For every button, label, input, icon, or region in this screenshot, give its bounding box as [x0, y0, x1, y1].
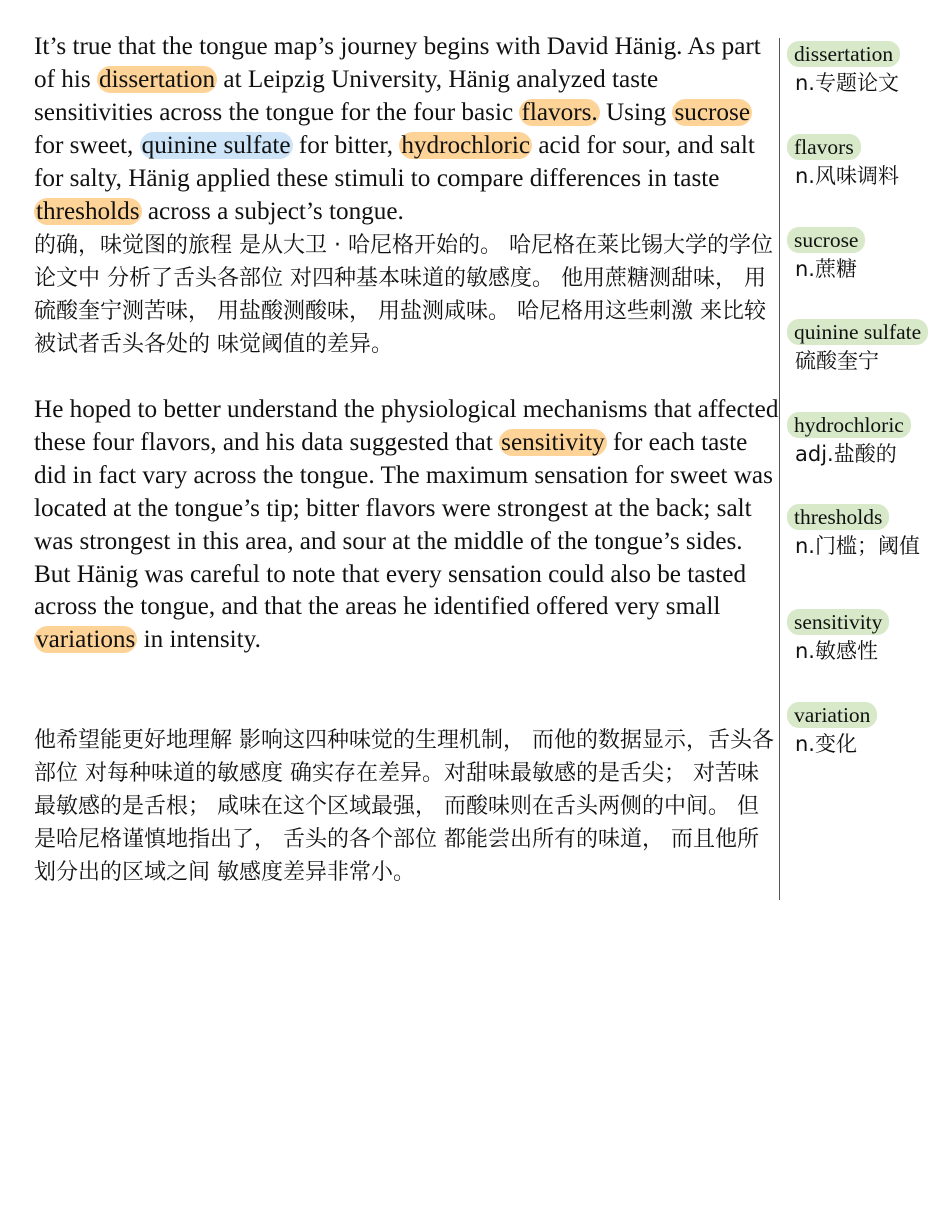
glossary-entry-variation	[787, 702, 950, 760]
glossary-entry-flavors	[787, 134, 950, 192]
highlight-sensitivity[interactable]: sensitivity	[501, 428, 605, 456]
glossary-definition: n.专题论文	[795, 71, 899, 95]
glossary-entry-sucrose	[787, 227, 950, 285]
glossary-term[interactable]: sensitivity	[787, 609, 889, 635]
highlight-hydrochloric[interactable]: hydrochloric	[401, 131, 531, 159]
glossary-definition: n.变化	[795, 732, 857, 756]
glossary-entry-dissertation	[787, 41, 950, 99]
glossary-entry-quinine-sulfate	[787, 319, 950, 377]
highlight-quinine-sulfate[interactable]: quinine sulfate	[141, 131, 291, 159]
text: He hoped to better understand the physiological mechanisms that affected these four flavors, and his data suggested that	[34, 396, 779, 456]
chinese-paragraph-2: 他希望能更好地理解 影响这四种味觉的生理机制， 而他的数据显示，舌头各部位 对每种味道的敏感度 确实存在差异。对甜味最敏感的是舌尖； 对苦味最敏感的是舌根； 咸味在这个区域最强， 而酸味则在舌头两侧的中间。 但是哈尼格谨慎地指出了， 舌头的各个部位 都能尝出所有的味道， 而且他所划分出的区域之间 敏感度差异非常小。	[34, 728, 774, 885]
english-paragraph-2	[34, 394, 779, 657]
glossary-term[interactable]: sucrose	[787, 227, 865, 253]
text: for sweet,	[34, 131, 140, 159]
column-divider	[779, 38, 780, 900]
glossary-definition: n.敏感性	[795, 639, 878, 663]
highlight-variations[interactable]: variations	[36, 626, 136, 654]
text: for bitter,	[292, 131, 400, 159]
highlight-thresholds[interactable]: thresholds	[36, 197, 140, 225]
glossary-term[interactable]: thresholds	[787, 504, 889, 530]
glossary-term[interactable]: hydrochloric	[787, 412, 911, 438]
glossary-term[interactable]: variation	[787, 702, 877, 728]
text: in intensity.	[137, 626, 261, 654]
glossary-term[interactable]: quinine sulfate	[787, 319, 928, 345]
text: Using	[599, 98, 673, 126]
glossary-term[interactable]: dissertation	[787, 41, 900, 67]
glossary-definition: adj.盐酸的	[795, 442, 897, 466]
glossary-definition: n.门槛；阈值	[795, 534, 920, 558]
glossary-definition: n.蔗糖	[795, 257, 857, 281]
glossary-definition: n.风味调料	[795, 164, 899, 188]
glossary-entry-thresholds	[787, 504, 950, 562]
glossary-entry-sensitivity	[787, 609, 950, 667]
text: It’s true that the tongue map’s journey begins with David Hänig. As part of his	[34, 33, 761, 93]
text: at Leipzig University, Hänig analyzed taste sensitivities across the tongue for the four basic	[34, 65, 659, 126]
english-paragraph-1	[34, 31, 779, 228]
text: acid for sour, and salt for salty, Hänig applied these stimuli to compare differences in taste	[34, 131, 755, 192]
chinese-paragraph-1: 的确，味觉图的旅程 是从大卫 · 哈尼格开始的。 哈尼格在莱比锡大学的学位论文中 分析了舌头各部位 对四种基本味道的敏感度。 他用蔗糖测甜味， 用硫酸奎宁测苦味， 用盐酸测酸味， 用盐测咸味。 哈尼格用这些刺激 来比较被试者舌头各处的 味觉阈值的差异。	[34, 233, 773, 357]
glossary-entry-hydrochloric	[787, 412, 950, 470]
text: across a subject’s tongue.	[141, 197, 404, 225]
glossary-term[interactable]: flavors	[787, 134, 861, 160]
highlight-flavors[interactable]: flavors.	[521, 98, 598, 126]
text: for each taste did in fact vary across the tongue. The maximum sensation for sweet was located at the tongue’s tip; bitter flavors were strongest at the back; salt was strongest in this area, and sour at the middle of the tongue’s sides. But Hänig was careful to note that every sensation could also be tasted across the tongue, and that the areas he identified offered very small	[34, 428, 773, 621]
highlight-dissertation[interactable]: dissertation	[98, 65, 216, 93]
glossary-definition: 硫酸奎宁	[795, 349, 879, 373]
highlight-sucrose[interactable]: sucrose	[674, 98, 751, 126]
